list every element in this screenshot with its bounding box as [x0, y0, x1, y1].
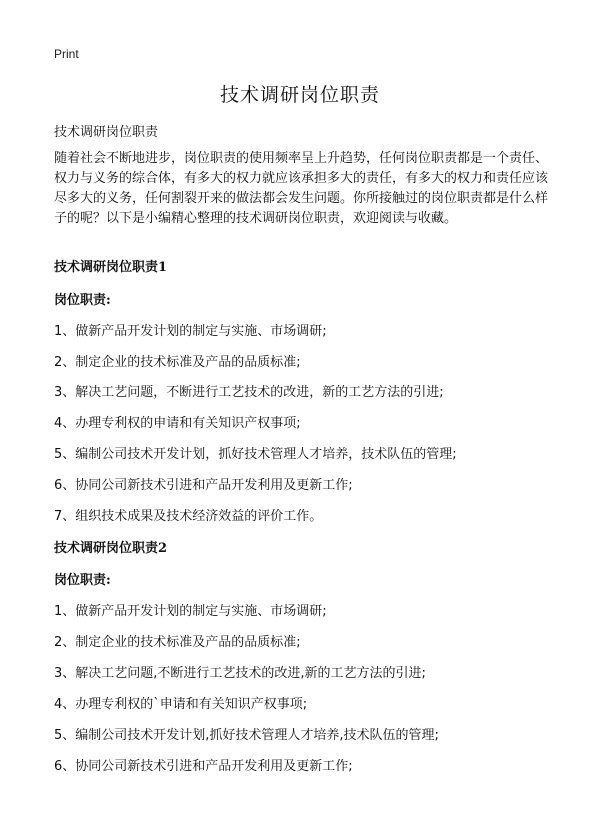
- section-2-subheading: 岗位职责:: [54, 573, 111, 588]
- section-1-subheading: 岗位职责:: [54, 293, 111, 308]
- intro-paragraph: 随着社会不断地进步，岗位职责的使用频率呈上升趋势，任何岗位职责都是一个责任、权力与义务的综合体，有多大的权力就应该承担多大的责任，有多大的权力和责任应该尽多大的义务，任何割裂开来的做法都会发生问题。你所接触过的岗位职责都是什么样子的呢？以下是小编精心整理的技术调研岗位职责，欢迎阅读与收藏。: [54, 151, 549, 226]
- section-2-item-6: 6、协同公司新技术引进和产品开发利用及更新工作;: [54, 759, 353, 774]
- section-2-item-5: 5、编制公司技术开发计划,抓好技术管理人才培养,技术队伍的管理;: [54, 728, 439, 743]
- print-label[interactable]: Print: [54, 47, 79, 61]
- document-title: 技术调研岗位职责: [219, 84, 380, 106]
- section-2-item-2: 2、制定企业的技术标准及产品的品质标准;: [54, 635, 301, 650]
- section-1-item-1: 1、做新产品开发计划的制定与实施、市场调研;: [54, 324, 327, 339]
- section-1-item-5: 5、编制公司技术开发计划，抓好技术管理人才培养，技术队伍的管理;: [54, 447, 457, 462]
- section-1-item-7: 7、组织技术成果及技术经济效益的评价工作。: [54, 509, 323, 524]
- section-1-item-4: 4、办理专利权的申请和有关知识产权事项;: [54, 416, 301, 431]
- section-1-item-6: 6、协同公司新技术引进和产品开发利用及更新工作;: [54, 478, 353, 493]
- section-1-item-3: 3、解决工艺问题，不断进行工艺技术的改进，新的工艺方法的引进;: [54, 385, 444, 400]
- section-2-item-1: 1、做新产品开发计划的制定与实施、市场调研;: [54, 604, 327, 619]
- section-2-item-3: 3、解决工艺问题,不断进行工艺技术的改进,新的工艺方法的引进;: [54, 666, 426, 681]
- document-subtitle: 技术调研岗位职责: [54, 125, 159, 140]
- section-heading-2: 技术调研岗位职责2: [54, 541, 168, 556]
- section-heading-1: 技术调研岗位职责1: [54, 260, 168, 275]
- section-1-item-2: 2、制定企业的技术标准及产品的品质标准;: [54, 355, 301, 370]
- section-2-item-4: 4、办理专利权的`申请和有关知识产权事项;: [54, 697, 308, 712]
